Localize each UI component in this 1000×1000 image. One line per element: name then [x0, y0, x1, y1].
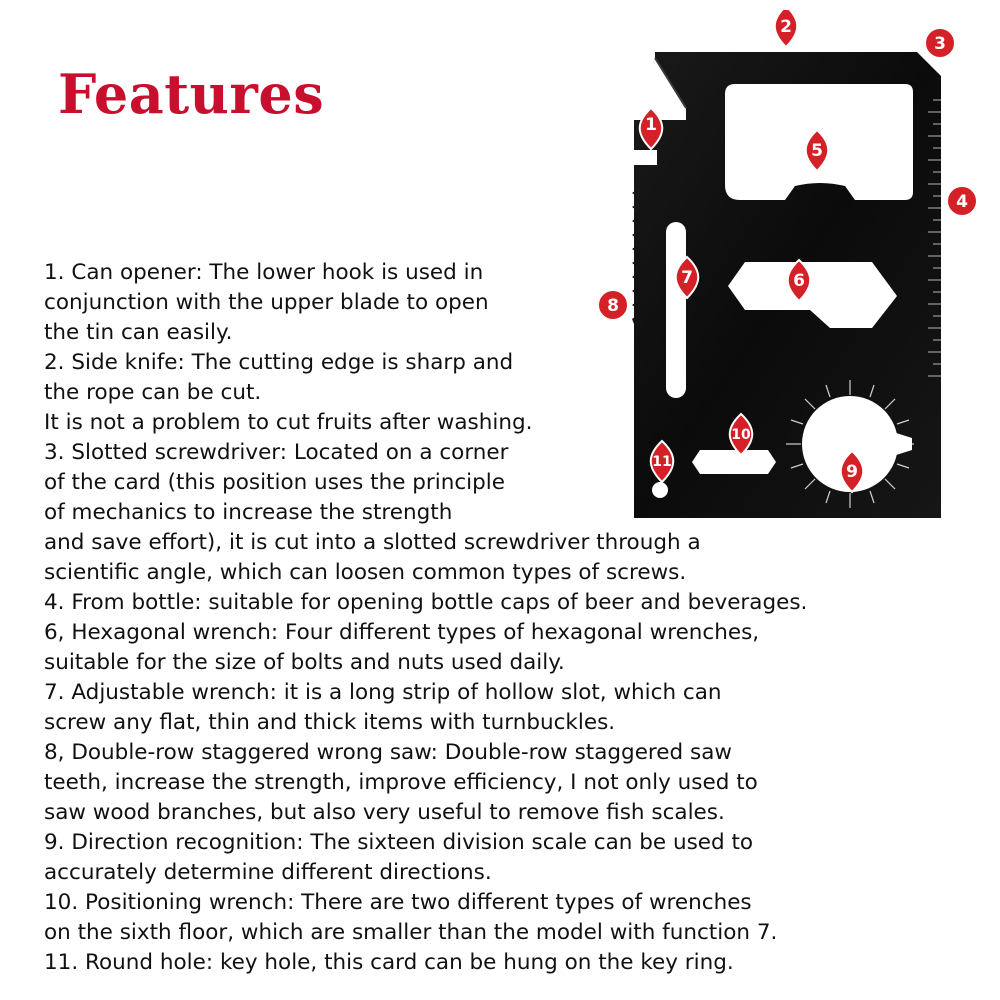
marker-9-label: 9	[846, 462, 858, 482]
marker-10-label: 10	[731, 427, 751, 443]
feature-line: 3. Slotted screwdriver: Located on a corner	[44, 440, 509, 465]
feature-line: the rope can be cut.	[44, 380, 262, 405]
feature-line: accurately determine different directions.	[44, 860, 492, 885]
feature-line: 11. Round hole: key hole, this card can be hung on the key ring.	[44, 950, 734, 975]
marker-5-label: 5	[811, 141, 823, 161]
feature-line: 2. Side knife: The cutting edge is sharp and	[44, 350, 514, 375]
positioning-wrench-cutout	[692, 450, 776, 474]
feature-line: 7. Adjustable wrench: it is a long strip of hollow slot, which can	[44, 680, 722, 705]
feature-line: 6, Hexagonal wrench: Four different types of hexagonal wrenches,	[44, 620, 760, 645]
marker-4	[947, 186, 977, 216]
feature-line: 4. From bottle: suitable for opening bottle caps of beer and beverages.	[44, 590, 808, 615]
feature-line: saw wood branches, but also very useful to remove fish scales.	[44, 800, 725, 825]
feature-line: 8, Double-row staggered wrong saw: Double-row staggered saw	[44, 740, 732, 765]
marker-11-label: 11	[652, 454, 672, 470]
marker-6-label: 6	[793, 271, 805, 291]
marker-3-label: 3	[934, 34, 946, 54]
feature-line: the tin can easily.	[44, 320, 233, 345]
feature-line: 1. Can opener: The lower hook is used in	[44, 260, 484, 285]
marker-4-label: 4	[956, 192, 968, 212]
marker-2-label: 2	[780, 17, 792, 37]
feature-line: conjunction with the upper blade to open	[44, 290, 489, 315]
multitool-card-illustration	[598, 10, 990, 530]
marker-3	[925, 28, 955, 58]
adjustable-wrench-slot	[666, 222, 686, 398]
feature-line: 10. Positioning wrench: There are two different types of wrenches	[44, 890, 752, 915]
marker-8	[598, 290, 628, 320]
feature-line: suitable for the size of bolts and nuts used daily.	[44, 650, 565, 675]
key-ring-hole	[652, 482, 668, 498]
feature-line: and save effort), it is cut into a slotted screwdriver through a	[44, 530, 701, 555]
feature-line: teeth, increase the strength, improve efficiency, I not only used to	[44, 770, 758, 795]
marker-2	[775, 10, 798, 47]
feature-line: of mechanics to increase the strength	[44, 500, 453, 525]
feature-line: of the card (this position uses the principle	[44, 470, 506, 495]
feature-line: screw any flat, thin and thick items with turnbuckles.	[44, 710, 616, 735]
feature-line: 9. Direction recognition: The sixteen division scale can be used to	[44, 830, 754, 855]
feature-line: scientific angle, which can loosen common types of screws.	[44, 560, 687, 585]
marker-8-label: 8	[607, 296, 619, 316]
feature-line: on the sixth floor, which are smaller than the model with function 7.	[44, 920, 778, 945]
marker-1-label: 1	[645, 115, 657, 135]
page-title: Features	[58, 62, 325, 126]
marker-7-label: 7	[681, 268, 693, 288]
feature-line: It is not a problem to cut fruits after washing.	[44, 410, 533, 435]
